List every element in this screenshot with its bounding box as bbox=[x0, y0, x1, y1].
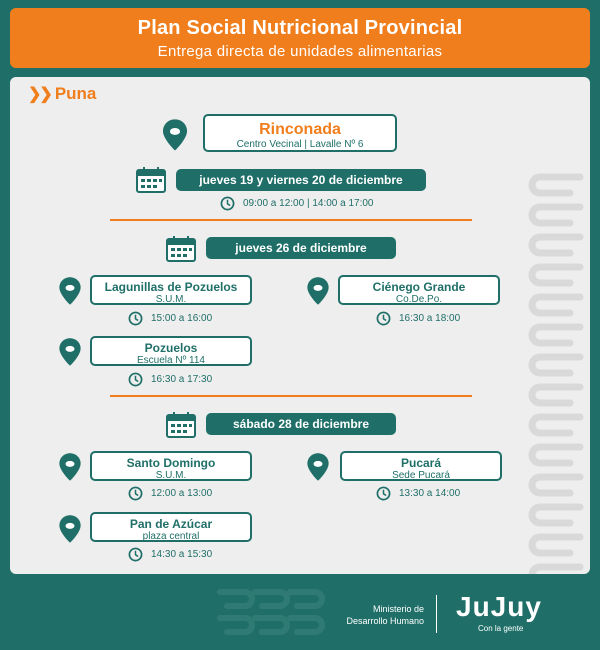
place-rinconada bbox=[203, 114, 397, 152]
place-detail: Co.De.Po. bbox=[395, 294, 443, 305]
place-name: Ciénego Grande bbox=[372, 280, 466, 294]
decorative-pattern bbox=[210, 584, 330, 640]
ministry-name bbox=[340, 603, 424, 627]
time-text: 13:30 a 14:00 bbox=[399, 487, 461, 499]
place-name: Santo Domingo bbox=[126, 456, 216, 470]
place-detail: Sede Pucará bbox=[392, 470, 450, 481]
place-name: Rinconada bbox=[259, 121, 341, 138]
page-title: Plan Social Nutricional Provincial bbox=[137, 17, 463, 39]
date-label: jueves 26 de diciembre bbox=[206, 237, 396, 259]
location-pin-icon bbox=[303, 452, 333, 482]
date-label: jueves 19 y viernes 20 de diciembre bbox=[176, 169, 426, 191]
clock-icon bbox=[376, 486, 391, 501]
calendar-icon bbox=[136, 167, 166, 193]
place-cienego-grande bbox=[338, 275, 500, 305]
time-row bbox=[376, 485, 460, 501]
place-detail: S.U.M. bbox=[155, 294, 187, 305]
location-pin-icon bbox=[55, 514, 85, 544]
time-row bbox=[376, 310, 460, 326]
time-text: 16:30 a 17:30 bbox=[151, 373, 213, 385]
clock-icon bbox=[128, 311, 143, 326]
location-pin-icon bbox=[55, 276, 85, 306]
place-name: Pucará bbox=[400, 456, 442, 470]
calendar-icon bbox=[166, 236, 196, 262]
time-row bbox=[128, 371, 212, 387]
time-text: 09:00 a 12:00 | 14:00 a 17:00 bbox=[243, 197, 374, 209]
chevron-double-right-icon: ❯❯ bbox=[28, 86, 51, 103]
place-santo-domingo bbox=[90, 451, 252, 481]
time-text: 12:00 a 13:00 bbox=[151, 487, 213, 499]
clock-icon bbox=[128, 486, 143, 501]
location-pin-icon bbox=[303, 276, 333, 306]
time-text: 14:30 a 15:30 bbox=[151, 548, 213, 560]
place-detail: Centro Vecinal | Lavalle Nº 6 bbox=[236, 139, 364, 150]
divider bbox=[110, 219, 472, 221]
region-heading bbox=[28, 84, 96, 104]
place-detail: plaza central bbox=[142, 531, 200, 542]
date-label: sábado 28 de diciembre bbox=[206, 413, 396, 435]
time-row bbox=[128, 485, 212, 501]
place-name: Pan de Azúcar bbox=[129, 517, 213, 531]
divider bbox=[110, 395, 472, 397]
time-row bbox=[220, 195, 374, 211]
clock-icon bbox=[128, 372, 143, 387]
place-name: Lagunillas de Pozuelos bbox=[104, 280, 238, 294]
clock-icon bbox=[220, 196, 235, 211]
time-row bbox=[128, 310, 212, 326]
clock-icon bbox=[376, 311, 391, 326]
place-lagunillas bbox=[90, 275, 252, 305]
header-banner bbox=[10, 8, 590, 68]
ministry-line-2: Desarrollo Humano bbox=[346, 616, 424, 626]
decorative-pattern bbox=[510, 167, 590, 574]
ministry-line-1: Ministerio de bbox=[372, 604, 424, 614]
place-detail: S.U.M. bbox=[155, 470, 187, 481]
place-detail: Escuela Nº 114 bbox=[137, 355, 205, 366]
jujuy-logo: JuJuy bbox=[456, 591, 542, 622]
footer-separator bbox=[436, 595, 437, 633]
time-text: 16:30 a 18:00 bbox=[399, 312, 461, 324]
time-row bbox=[128, 546, 212, 562]
region-label: Puna bbox=[54, 84, 97, 103]
location-pin-icon bbox=[55, 452, 85, 482]
location-pin-icon bbox=[55, 337, 85, 367]
logo-tagline: Con la gente bbox=[478, 624, 524, 633]
place-name: Pozuelos bbox=[144, 341, 198, 355]
time-text: 15:00 a 16:00 bbox=[151, 312, 213, 324]
clock-icon bbox=[128, 547, 143, 562]
location-pin-icon bbox=[158, 118, 192, 152]
place-pan-de-azucar bbox=[90, 512, 252, 542]
calendar-icon bbox=[166, 412, 196, 438]
place-pozuelos bbox=[90, 336, 252, 366]
page-subtitle: Entrega directa de unidades alimentarias bbox=[157, 43, 443, 60]
schedule-card bbox=[10, 77, 590, 574]
place-pucara bbox=[340, 451, 502, 481]
